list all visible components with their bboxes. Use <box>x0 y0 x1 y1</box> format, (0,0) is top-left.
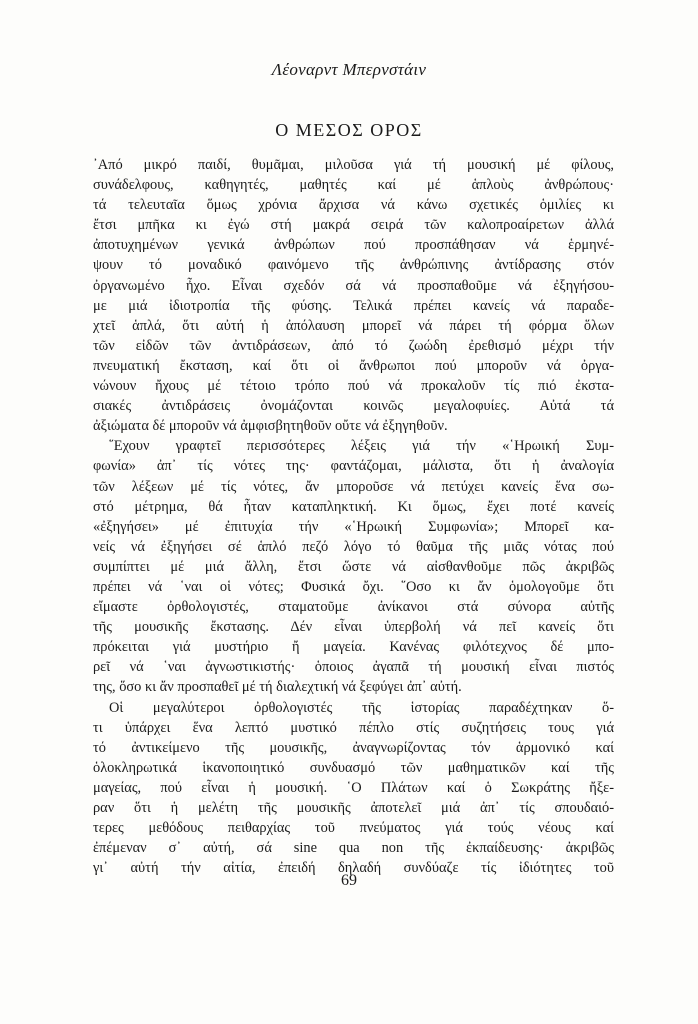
chapter-title: Ο ΜΕΣΟΣ ΟΡΟΣ <box>275 120 423 140</box>
text-line: τό ἀντικείμενο τῆς μουσικῆς, ἀναγνωρίζοντας τόν ἁρμονικό καί <box>93 739 614 756</box>
text-line: ᾿Από μικρό παιδί, θυμᾶμαι, μιλοῦσα γιά τή μουσική μέ φίλους, <box>93 157 614 173</box>
text-line: πρέπει νά ῾ναι οἱ νότες; Φυσικά ὄχι. ῞Οσο κι ἄν ὁμολογοῦμε ὅτι <box>93 578 614 595</box>
text-line: μαγείας, πού εἶναι ἡ μουσική. ῾Ο Πλάτων καί ὁ Σωκράτης ἤξε- <box>93 779 614 796</box>
text-line: τι ὑπάρχει ἕνα λεπτό μυστικό πέπλο στίς συζητήσεις τους γιά <box>93 719 614 736</box>
text-line: σιακές ἀντιδράσεις ὀνομάζονται κοινῶς μεγαλοφυίες. Αὐτά τά <box>93 398 614 415</box>
body-text <box>93 155 614 878</box>
text-line: με μιά ἰδιοτροπία τῆς φύσης. Τελικά πρέπει κανείς νά παραδε- <box>93 297 614 314</box>
text-line: νώνουν ἤχους μέ τέτοιο τρόπο πού νά προκαλοῦν τίς πιό ἐκστα- <box>93 378 614 395</box>
text-line: τερες μεθόδους πειθαρχίας τοῦ πνεύματος γιά τούς νέους καί <box>93 820 614 837</box>
text-line: ῞Εχουν γραφτεῖ περισσότερες λέξεις γιά τήν «῾Ηρωική Συμ- <box>109 438 614 455</box>
text-line: στό μέτρημα, θά ἦταν καταπληκτική. Κι ὅμως, ἔχει ποτέ κανείς <box>93 498 614 515</box>
text-line: γι᾿ αὐτή τήν αἰτία, ἐπειδή δηλαδή συνδύαζε τίς ἰδιότητες τοῦ <box>93 860 614 877</box>
text-line: ρεῖ νά ῾ναι ἀγνωστικιστής· ὁποιος ἀγαπᾶ τή μουσική εἶναι πιστός <box>93 659 614 676</box>
text-line: πνευματική ἔκσταση, καί ὅτι οἱ ἄνθρωποι πού μποροῦν νά ὀργα- <box>93 357 614 374</box>
text-line: Οἱ μεγαλύτεροι ὀρθολογιστές τῆς ἱστορίας παραδέχτηκαν ὅ- <box>109 699 614 716</box>
text-line: χτεῖ ἁπλά, ὅτι αὐτή ἡ ἀπόλαυση μπορεῖ νά πάρει τή φόρμα ὅλων <box>93 317 614 334</box>
text-line: της, ὅσο κι ἄν προσπαθεῖ μέ τή διαλεχτική νά ξεφύγει ἀπ᾿ αὐτή. <box>93 679 462 696</box>
text-line: συμπίπτει μέ μιά ἄλλη, ἔτσι ὥστε νά αἰσθανθοῦμε πῶς ἀκριβῶς <box>93 558 614 575</box>
text-line: ἀξιώματα δέ μποροῦν νά ἀμφισβητηθοῦν οὔτε νά ἐξηγηθοῦν. <box>93 418 448 435</box>
text-line: συνάδελφους, καθηγητές, μαθητές καί μέ ἁπλοὺς ἀνθρώπους· <box>93 177 614 194</box>
text-line: φωνία» ἀπ᾿ τίς νότες της· φαντάζομαι, μάλιστα, ὅτι ἡ ἀναλογία <box>93 458 614 475</box>
text-line: «ἐξηγήσει» μέ ἐπιτυχία τήν «῾Ηρωική Συμφωνία»; Μπορεῖ κα- <box>93 518 614 535</box>
text-line: τῶν λέξεων μέ τίς νότες, ἄν μποροῦσε νά πετύχει κανείς ἕνα σω- <box>93 478 614 495</box>
text-line: ὀργανωμένο ἦχο. Εἶναι σχεδόν σά νά προσπαθοῦμε νά ἐξηγήσου- <box>93 277 614 294</box>
text-line: ἐπέμεναν σ᾿ αὐτή, σά sine qua non τῆς ἐκπαίδευσης· ἀκριβῶς <box>93 840 614 857</box>
text-line: ὁλοκληρωτικά ἱκανοποιητικό συνδυασμό τῶν μαθηματικῶν καί τῆς <box>93 759 614 776</box>
running-head-author: Λέοναρντ Μπερνστάιν <box>271 60 427 79</box>
text-line: ἔτσι μπῆκα κι ἐγώ στή μακρά σειρά τῶν καλοπροαίρετων ἀλλά <box>93 217 614 234</box>
page-number: 69 <box>341 872 357 889</box>
text-line: τῆς μουσικῆς ἔκστασης. Δέν εἶναι ὑπερβολή νά πεῖ κανείς ὅτι <box>93 619 614 636</box>
text-line: τῶν εἰδῶν τῶν ἀντιδράσεων, ἀπό τό ζωώδη ἐρεθισμό μέχρι τήν <box>93 337 614 354</box>
text-line: εἴμαστε ὀρθολογιστές, σταματοῦμε ἀνίκανοι στά σύνορα αὐτῆς <box>93 599 614 616</box>
text-line: νείς νά ἐξηγήσει σέ ἁπλό πεζό λόγο τό θαῦμα τῆς μιᾶς νότας πού <box>93 538 614 555</box>
text-line: ραν ὅτι ἡ μελέτη τῆς μουσικῆς ἀποτελεῖ μιά ἀπ᾿ τίς σπουδαιό- <box>93 800 614 816</box>
text-line: ψουν τό μοναδικό φαινόμενο τῆς ἀνθρώπινης ἀντίδρασης στόν <box>93 257 614 274</box>
text-line: πρόκειται γιά μυστήριο ἤ μαγεία. Κανένας φιλότεχνος δέ μπο- <box>93 639 614 656</box>
text-line: ἀποτυχημένων γενικά ἀνθρώπων πού προσπάθησαν νά ἑρμηνέ- <box>93 237 614 254</box>
text-line: τά τελευταῖα ὅμως χρόνια ἄρχισα νά κάνω σχετικές ὁμιλίες κι <box>93 197 614 214</box>
